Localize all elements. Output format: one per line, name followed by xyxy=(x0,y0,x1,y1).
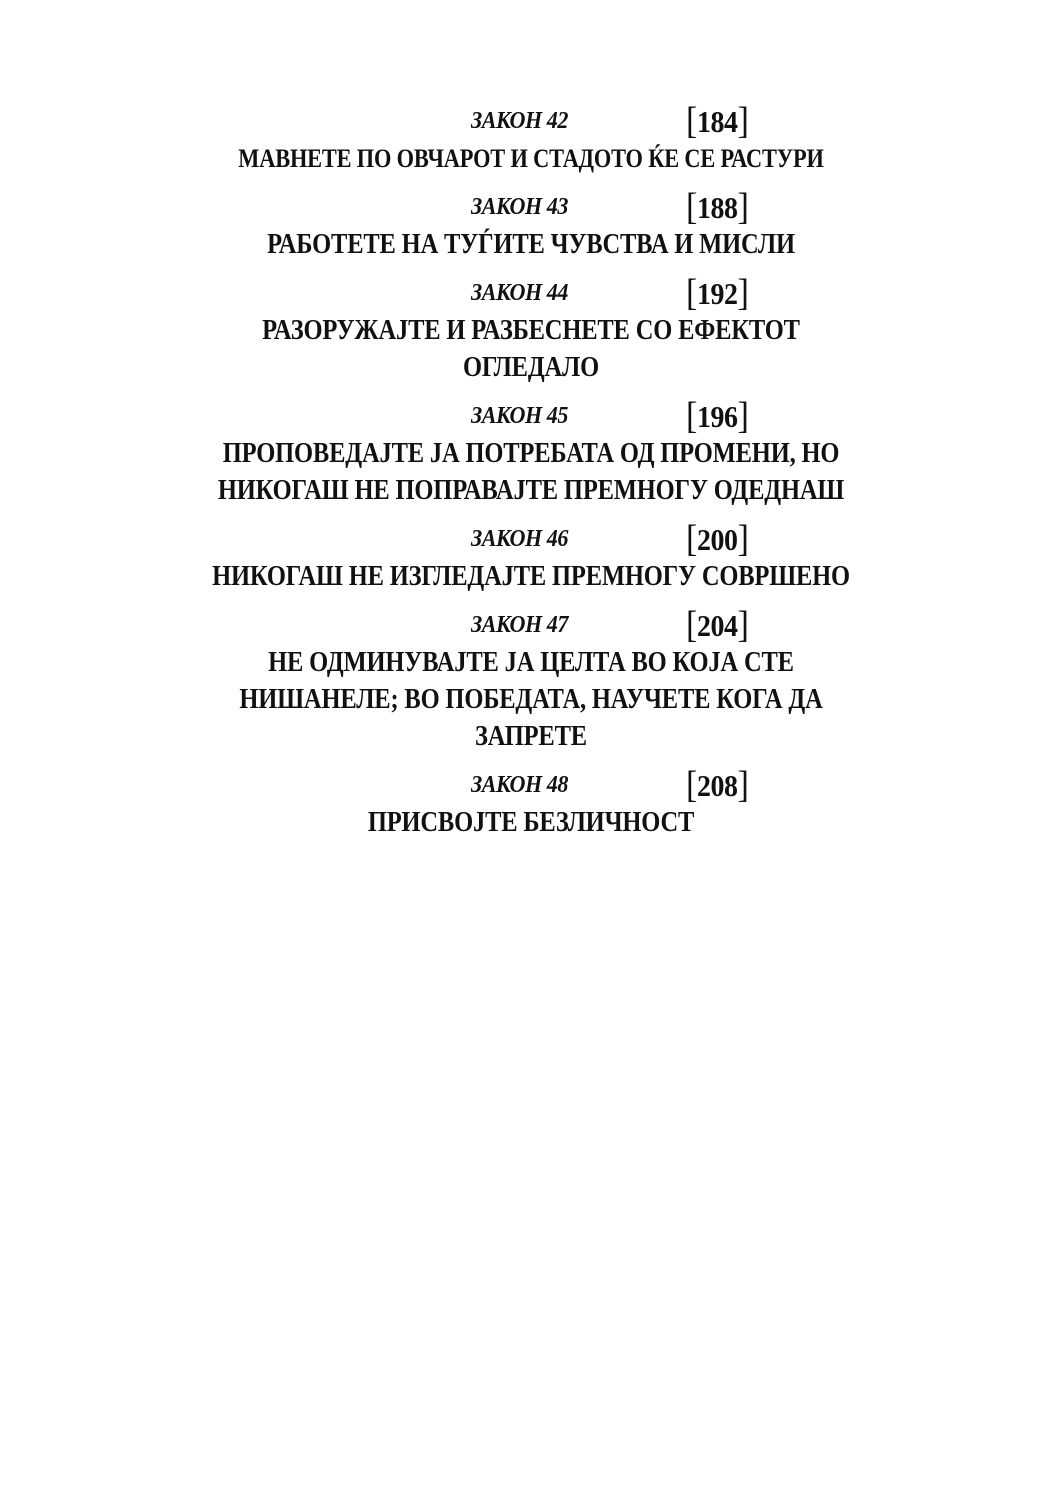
toc-entry-law-44 xyxy=(0,270,1048,386)
page-number: [192] xyxy=(686,272,749,314)
toc-entry-law-48 xyxy=(0,762,1048,841)
law-title: РАЗОРУЖАЈТЕ И РАЗБЕСНЕТЕ СО ЕФЕКТОТ ОГЛЕДАЛО xyxy=(262,315,800,383)
law-number: ЗАКОН 48 xyxy=(471,772,568,798)
toc-entry-law-46 xyxy=(0,516,1048,595)
law-title: ПРОПОВЕДАЈТЕ ЈА ПОТРЕБАТА ОД ПРОМЕНИ, НО НИКОГАШ НЕ ПОПРАВАЈТЕ ПРЕМНОГУ ОДЕДНАШ xyxy=(217,438,845,506)
page-number: [204] xyxy=(686,604,749,646)
law-header xyxy=(0,602,1048,644)
law-header xyxy=(0,270,1048,312)
toc-entry-law-47 xyxy=(0,602,1048,755)
table-of-contents xyxy=(0,98,1048,848)
law-header xyxy=(0,516,1048,558)
page-number: [200] xyxy=(686,518,749,560)
page-number: [184] xyxy=(686,100,749,142)
law-title: РАБОТЕТЕ НА ТУЃИТЕ ЧУВСТВА И МИСЛИ xyxy=(267,229,795,260)
law-header xyxy=(0,762,1048,804)
law-number: ЗАКОН 45 xyxy=(471,403,568,429)
law-number: ЗАКОН 47 xyxy=(471,612,568,638)
law-header xyxy=(0,98,1048,140)
law-header xyxy=(0,184,1048,226)
toc-entry-law-45 xyxy=(0,393,1048,509)
law-title: НЕ ОДМИНУВАЈТЕ ЈА ЦЕЛТА ВО КОЈА СТЕ НИШАНЕЛЕ; ВО ПОБЕДАТА, НАУЧЕТЕ КОГА ДА ЗАПРЕТЕ xyxy=(239,647,823,752)
law-title: НИКОГАШ НЕ ИЗГЛЕДАЈТЕ ПРЕМНОГУ СОВРШЕНО xyxy=(212,561,850,592)
toc-entry-law-42 xyxy=(0,98,1048,177)
page-number: [208] xyxy=(686,764,749,806)
law-header xyxy=(0,393,1048,435)
page-number: [188] xyxy=(686,186,749,228)
law-number: ЗАКОН 43 xyxy=(471,194,568,220)
law-number: ЗАКОН 42 xyxy=(471,108,568,134)
law-number: ЗАКОН 46 xyxy=(471,526,568,552)
law-title: ПРИСВОЈТЕ БЕЗЛИЧНОСТ xyxy=(367,807,695,838)
law-title: МАВНЕТЕ ПО ОВЧАРОТ И СТАДОТО ЌЕ СЕ РАСТУРИ xyxy=(238,144,824,173)
toc-entry-law-43 xyxy=(0,184,1048,263)
law-number: ЗАКОН 44 xyxy=(471,280,568,306)
page-number: [196] xyxy=(686,395,749,437)
